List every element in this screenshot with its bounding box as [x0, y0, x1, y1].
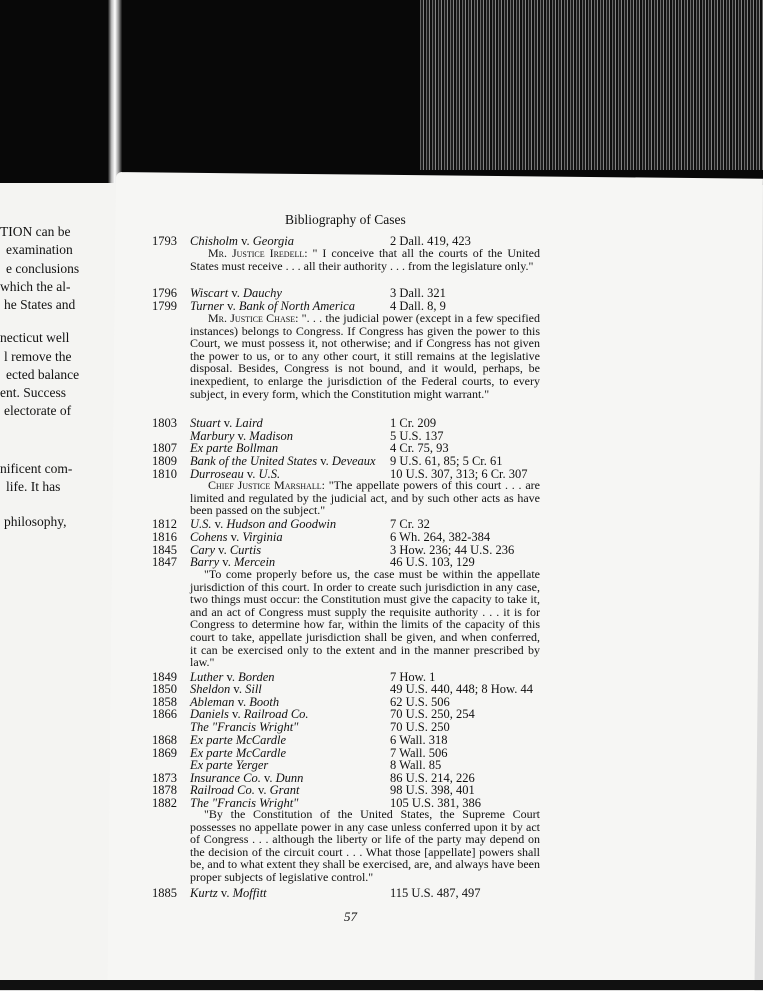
case-citation: 46 U.S. 103, 129 [390, 555, 475, 569]
versus-separator: v. [224, 299, 239, 313]
versus-separator: v. [211, 517, 227, 531]
case-year: 1812 [152, 517, 177, 531]
case-citation: 7 Wall. 506 [390, 746, 448, 760]
left-page [0, 183, 116, 990]
case-year: 1799 [152, 299, 177, 313]
case-year: 1803 [152, 416, 177, 430]
case-party-b: Hudson and Goodwin [226, 517, 337, 531]
case-citation: 4 Dall. 8, 9 [390, 299, 446, 313]
left-page-line: ent. Success [0, 385, 66, 400]
case-quote [190, 479, 540, 517]
case-quote [190, 808, 540, 884]
quote-speaker: Mr. Justice Iredell: [208, 246, 308, 260]
case-name [190, 886, 267, 901]
versus-separator: v. [237, 234, 253, 248]
case-party-a: Bank of the United States [190, 454, 318, 468]
case-party-a: Stuart [190, 416, 221, 430]
case-year: 1845 [152, 543, 177, 557]
case-citation: 3 Dall. 321 [390, 286, 446, 300]
case-party-b: Dunn [275, 771, 304, 785]
case-party-b: U.S. [258, 467, 281, 481]
versus-separator: v. [227, 530, 243, 544]
book-gutter-shadow [108, 0, 122, 185]
case-citation: 98 U.S. 398, 401 [390, 783, 475, 797]
case-citation: 62 U.S. 506 [390, 695, 450, 709]
case-year: 1869 [152, 746, 177, 760]
case-year: 1885 [152, 886, 177, 900]
versus-separator: v. [223, 670, 239, 684]
case-citation: 6 Wall. 318 [390, 733, 448, 747]
case-citation: 6 Wh. 264, 382-384 [390, 530, 491, 544]
case-citation: 7 Cr. 32 [390, 517, 430, 531]
versus-separator: v. [228, 707, 244, 721]
case-party-b: Mercein [234, 555, 276, 569]
case-citation: 4 Cr. 75, 93 [390, 441, 449, 455]
case-party-b: Virginia [242, 530, 283, 544]
left-page-line: electorate of [4, 403, 72, 418]
case-party-a: Ex parte Yerger [190, 758, 269, 772]
versus-separator: v. [234, 695, 250, 709]
case-party-b: Bank of North America [238, 299, 355, 313]
case-year: 1882 [152, 796, 177, 810]
versus-separator: v. [317, 454, 332, 468]
case-party-a: Ex parte Bollman [190, 441, 279, 455]
case-party-a: Railroad Co. [190, 783, 255, 797]
case-citation: 9 U.S. 61, 85; 5 Cr. 61 [390, 454, 503, 468]
case-party-a: The "Francis Wright" [190, 720, 299, 734]
case-year: 1816 [152, 530, 177, 544]
case-citation: 115 U.S. 487, 497 [390, 886, 481, 900]
scan-speckle-noise [420, 0, 763, 170]
quote-text: ". . . the judicial power (except in a few specified instances) belongs to Congress. If Congress has given the power to this Court, we must possess it, not otherwise; and if Congress has not given the power to us, or to any other court, it still remains at the legislative disposal. Besides, Congress is not bound, and it would, perhaps, be inexpedient, to enlarge the jurisdiction of the Federal courts, to every subject, in every form, which the Constitution might warrant." [190, 311, 541, 401]
case-party-b: Madison [249, 429, 294, 443]
case-year: 1793 [152, 234, 177, 248]
left-page-line: TION can be [0, 224, 71, 239]
case-party-b: Grant [269, 783, 300, 797]
left-page-line: philosophy, [4, 514, 67, 529]
left-page-line: l remove the [4, 349, 72, 364]
case-year: 1850 [152, 682, 177, 696]
case-party-b: Railroad Co. [243, 707, 309, 721]
case-party-a: Durroseau [190, 467, 244, 481]
case-year: 1810 [152, 467, 177, 481]
case-citation: 1 Cr. 209 [390, 416, 437, 430]
case-party-a: Cohens [190, 530, 228, 544]
case-year: 1868 [152, 733, 177, 747]
versus-separator: v. [215, 543, 230, 557]
left-page-line: which the al- [0, 279, 71, 294]
case-citation: 2 Dall. 419, 423 [390, 234, 471, 248]
case-party-b: Georgia [252, 234, 294, 248]
quote-speaker: Mr. Justice Chase: [208, 311, 299, 325]
versus-separator: v. [219, 555, 234, 569]
versus-separator: v. [217, 886, 233, 900]
case-party-b: Curtis [229, 543, 262, 557]
case-year: 1809 [152, 454, 177, 468]
case-year: 1849 [152, 670, 177, 684]
scan-bottom-edge [0, 980, 763, 990]
case-party-b: Deveaux [331, 454, 376, 468]
case-party-a: Wiscart [190, 286, 229, 300]
quote-text: "By the Constitution of the United States, the Supreme Court possesses no appellate power in any case unless conferred upon it by act of Congress . . . although the liberty or life of the party may depend on the decision of the circuit court . . . What those [appellate] powers shall be, and to what extent they shall be exercised, are, and always have been proper subjects of legislative control." [190, 807, 540, 884]
case-year: 1873 [152, 771, 177, 785]
case-citation: 49 U.S. 440, 448; 8 How. 44 [390, 682, 533, 696]
case-party-b: Borden [238, 670, 275, 684]
left-page-line: examination [6, 242, 73, 257]
case-year: 1807 [152, 441, 177, 455]
case-citation: 105 U.S. 381, 386 [390, 796, 481, 810]
left-page-line: he States and [4, 297, 76, 312]
left-page-line: e conclusions [6, 261, 80, 276]
left-page-line: life. It has [6, 479, 61, 494]
versus-separator: v. [254, 783, 270, 797]
case-year: 1858 [152, 695, 177, 709]
versus-separator: v. [243, 467, 259, 481]
versus-separator: v. [228, 286, 244, 300]
case-party-a: Turner [190, 299, 225, 313]
case-party-a: Kurtz [190, 886, 218, 900]
case-citation: 70 U.S. 250, 254 [390, 707, 475, 721]
quote-speaker: Chief Justice Marshall: [208, 478, 325, 492]
case-party-b: Booth [249, 695, 280, 709]
versus-separator: v. [230, 682, 246, 696]
left-page-line: nificent com- [0, 461, 73, 476]
left-page-line: necticut well [0, 330, 70, 345]
versus-separator: v. [220, 416, 236, 430]
case-year: 1878 [152, 783, 177, 797]
case-year: 1847 [152, 555, 177, 569]
case-party-a: U.S. [190, 517, 212, 531]
quote-text: "To come properly before us, the case must be within the appellate jurisdiction of this court. In order to create such jurisdiction in any case, two things must occur: the Constitution must give the capacity to take it, and an act of Congress must supply the requisite authority . . . it is for Congress to determine how far, within the limits of the capacity of this court to take, appellate jurisdiction shall be given, and when conferred, it can be exercised only to the extent and in the manner prescribed by law." [190, 567, 540, 670]
case-citation: 70 U.S. 250 [390, 720, 450, 734]
case-party-b: Laird [235, 416, 263, 430]
case-party-a: Barry [190, 555, 220, 569]
page-number: 57 [344, 909, 357, 924]
case-citation: 86 U.S. 214, 226 [390, 771, 475, 785]
versus-separator: v. [260, 771, 276, 785]
case-citation: 5 U.S. 137 [390, 429, 444, 443]
case-party-a: Ableman [190, 695, 235, 709]
case-citation: 10 U.S. 307, 313; 6 Cr. 307 [390, 467, 528, 481]
case-quote [190, 312, 540, 400]
versus-separator: v. [234, 429, 250, 443]
case-citation: 3 How. 236; 44 U.S. 236 [390, 543, 515, 557]
case-quote [190, 568, 540, 669]
quote-text: " I conceive that all the courts of the United States must receive . . . all their authority . . . from the legislature only." [190, 246, 541, 273]
page-title: Bibliography of Cases [285, 212, 406, 227]
case-party-a: Ex parte McCardle [190, 733, 287, 747]
case-party-a: The "Francis Wright" [190, 796, 299, 810]
case-party-a: Ex parte McCardle [190, 746, 287, 760]
case-quote [190, 247, 540, 272]
case-party-b: Dauchy [243, 286, 282, 300]
case-citation: 7 How. 1 [390, 670, 436, 684]
case-party-a: Sheldon [190, 682, 231, 696]
case-party-a: Cary [190, 543, 215, 557]
case-year: 1796 [152, 286, 177, 300]
case-party-a: Chisholm [190, 234, 238, 248]
case-citation: 8 Wall. 85 [390, 758, 442, 772]
case-party-a: Marbury [190, 429, 235, 443]
case-party-a: Daniels [190, 707, 229, 721]
left-page-line: ected balance [6, 367, 80, 382]
case-party-a: Insurance Co. [190, 771, 261, 785]
case-party-b: Moffitt [232, 886, 267, 900]
case-party-b: Sill [245, 682, 262, 696]
case-party-a: Luther [190, 670, 224, 684]
quote-text: "The appellate powers of this court . . . are limited and regulated by the judicial act, and by such other acts as have been passed on the subject." [190, 478, 540, 518]
case-year: 1866 [152, 707, 177, 721]
